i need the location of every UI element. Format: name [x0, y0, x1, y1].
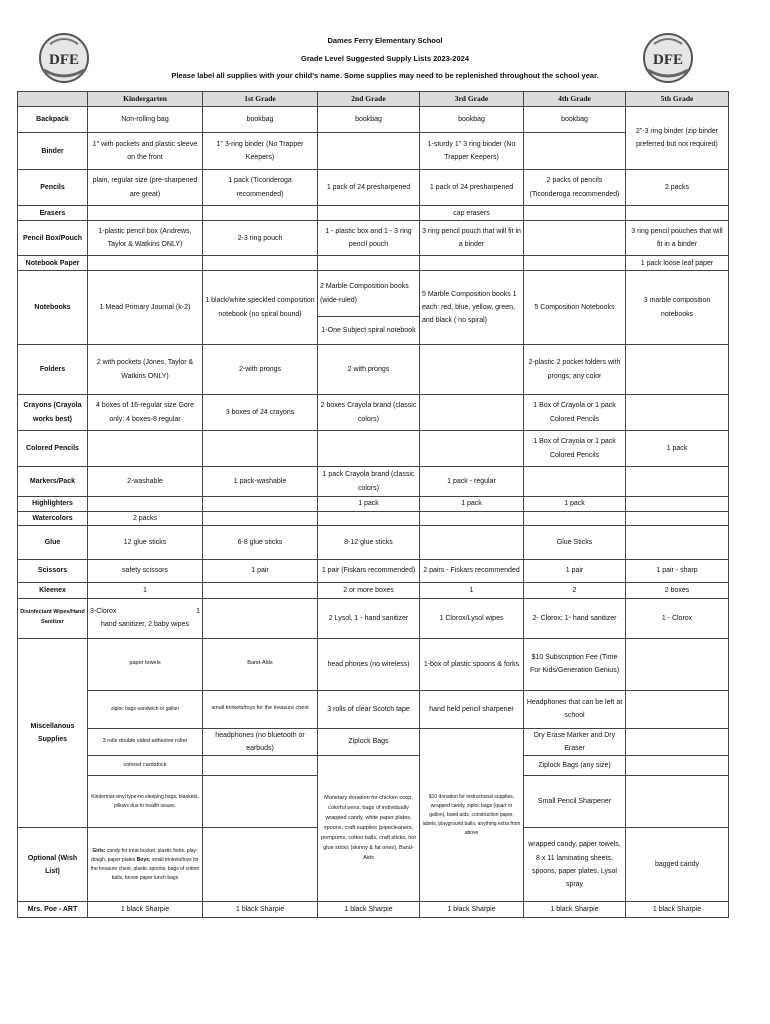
cell — [420, 345, 524, 395]
cell — [626, 395, 729, 431]
row-colored-pencils — [18, 431, 729, 467]
cell: 2 packs — [626, 170, 729, 206]
cell: bookbag — [318, 107, 420, 133]
cell: plain, regular size (pre-sharpened are great) — [88, 170, 203, 206]
row-erasers — [18, 206, 729, 221]
cell: 1" with pockets and plastic sleeve on the front — [88, 133, 203, 170]
cell: cap erasers — [420, 206, 524, 221]
row-label: Optional (Wish List) — [18, 828, 88, 902]
cell: 3 rolls double sided adhesive roller — [88, 728, 203, 756]
cell: 1 pack (Ticonderoga recommended) — [203, 170, 318, 206]
cell: Non-rolling bag — [88, 107, 203, 133]
cell — [203, 598, 318, 638]
supply-table — [17, 91, 729, 918]
row-notebooks — [18, 271, 729, 317]
cell — [420, 395, 524, 431]
row-label: Backpack — [18, 107, 88, 133]
row-kleenex — [18, 582, 729, 598]
cell: 1 pack Crayola brand (classic colors) — [318, 467, 420, 497]
row-label: Pencil Box/Pouch — [18, 221, 88, 256]
cell: 1 black Sharpie — [318, 902, 420, 918]
row-misc-4 — [18, 756, 729, 776]
row-misc-2 — [18, 690, 729, 728]
cell: 3 rolls of clear Scotch tape — [318, 690, 420, 728]
cell — [203, 431, 318, 467]
cell: 2 Marble Composition books (wide-ruled) — [318, 271, 420, 317]
cell: 1 black Sharpie — [203, 902, 318, 918]
row-label: Scissors — [18, 559, 88, 582]
cell — [318, 511, 420, 525]
svg-text:DFE: DFE — [653, 52, 683, 68]
row-label: Mrs. Poe - ART — [18, 902, 88, 918]
cell: Ziplock Bags — [318, 728, 420, 756]
row-notebook-paper — [18, 256, 729, 271]
row-label: Watercolors — [18, 511, 88, 525]
row-misc-1 — [18, 638, 729, 690]
cell: 1 Mead Primary Journal (k-2) — [88, 271, 203, 345]
cell: 2-plastic 2 pocket folders with prongs; any color — [524, 345, 626, 395]
cell: 2 — [524, 582, 626, 598]
cell — [203, 497, 318, 511]
list-title: Grade Level Suggested Supply Lists 2023-2024 — [301, 54, 469, 63]
row-highlighters — [18, 497, 729, 511]
cell — [88, 431, 203, 467]
cell: 1 black/white speckled composition notebook (no spiral bound) — [203, 271, 318, 345]
disinfectant-k-line — [90, 605, 200, 618]
col-grade-1: 1st Grade — [203, 92, 318, 107]
disinfectant-k-a: 3-Clorox — [90, 608, 117, 616]
cell: bookbag — [420, 107, 524, 133]
cell — [524, 256, 626, 271]
cell: 1 black Sharpie — [524, 902, 626, 918]
cell — [203, 776, 318, 828]
cell — [88, 598, 203, 638]
col-grade-3: 3rd Grade — [420, 92, 524, 107]
cell: Dry Erase Marker and Dry Eraser — [524, 728, 626, 756]
cell: Monetary donation for chicken coop, colorful pens, bags of individually wrapped candy, white paper plates, spoons, craft supplies (pipecleaners, pompoms, cotton balls, craft sticks, hot glue sticks (skinny & fat ones), Band-Aids — [318, 756, 420, 902]
cell: Kindermat-vinyl type-no sleeping bags, blankets, pillows due to health issues. — [88, 776, 203, 828]
cell: 2 boxes — [626, 582, 729, 598]
cell: 1 pack of 24 presharpened — [318, 170, 420, 206]
cell — [626, 497, 729, 511]
cell: wrapped candy, paper towels, 8 x 11 laminating sheets, spoons, paper plates, Lysol spray — [524, 828, 626, 902]
cell: 1" 3-ring binder (No Trapper Keepers) — [203, 133, 318, 170]
cell: Small Pencil Sharpener — [524, 776, 626, 828]
row-misc-3 — [18, 728, 729, 756]
cell: 1 pack - regular — [420, 467, 524, 497]
row-label: Notebook Paper — [18, 256, 88, 271]
cell: colored cardstock — [88, 756, 203, 776]
cell: headphones (no bluetooth or earbuds) — [203, 728, 318, 756]
cell: safety scissors — [88, 559, 203, 582]
cell — [420, 431, 524, 467]
cell: 1 — [88, 582, 203, 598]
cell: 1 black Sharpie — [420, 902, 524, 918]
cell: 12 glue sticks — [88, 525, 203, 559]
disinfectant-k-c: hand sanitizer, 2 baby wipes — [101, 621, 189, 629]
row-label: Pencils — [18, 170, 88, 206]
cell: 1 pair — [203, 559, 318, 582]
cell: 1 pack — [626, 431, 729, 467]
cell — [88, 206, 203, 221]
cell — [318, 133, 420, 170]
cell: 2 pairs - Fiskars recommended — [420, 559, 524, 582]
cell: 2 Lysol, 1 - hand sanitizer — [318, 598, 420, 638]
cell: 2 with prongs — [318, 345, 420, 395]
row-label: Folders — [18, 345, 88, 395]
cell — [626, 690, 729, 728]
cell: 1 pack — [524, 497, 626, 511]
cell: 2-washable — [88, 467, 203, 497]
cell — [626, 206, 729, 221]
cell — [626, 467, 729, 497]
cell: $10 donation for instructional supplies, wrapped candy, ziploc bags (quart or gallon), band aids, construction paper, labels, playground balls, anything extra from above — [420, 728, 524, 902]
boys-label: Boys: — [136, 856, 151, 863]
cell: hand held pencil sharpener — [420, 690, 524, 728]
cell: Headphones that can be left at school — [524, 690, 626, 728]
cell: 1-plastic pencil box (Andrews, Taylor & Watkins ONLY) — [88, 221, 203, 256]
row-pencils — [18, 170, 729, 206]
cell — [88, 256, 203, 271]
row-label: Crayons (Crayola works best) — [18, 395, 88, 431]
cell — [88, 497, 203, 511]
row-label: Markers/Pack — [18, 467, 88, 497]
cell: bagged candy — [626, 828, 729, 902]
cell: 1-box of plastic spoons & forks — [420, 638, 524, 690]
cell: 2"-3 ring binder (zip binder preferred but not required) — [626, 107, 729, 170]
svg-text:DFE: DFE — [49, 52, 79, 68]
cell — [420, 511, 524, 525]
row-markers — [18, 467, 729, 497]
cell: 2-3 ring pouch — [203, 221, 318, 256]
cell — [203, 256, 318, 271]
cell: 1 Box of Crayola or 1 pack Colored Pencils — [524, 395, 626, 431]
cell: 3 marble composition notebooks — [626, 271, 729, 345]
row-folders — [18, 345, 729, 395]
row-label: Highlighters — [18, 497, 88, 511]
row-scissors — [18, 559, 729, 582]
row-pencil-box — [18, 221, 729, 256]
cell — [420, 256, 524, 271]
cell: 1 pair (Fiskars recommended) — [318, 559, 420, 582]
cell — [524, 221, 626, 256]
cell: 2 packs of pencils (Ticonderoga recommended) — [524, 170, 626, 206]
cell: 1 - Clorox — [626, 598, 729, 638]
cell: 1 pair — [524, 559, 626, 582]
cell: 1 pack of 24 presharpened — [420, 170, 524, 206]
corner-cell — [18, 92, 88, 107]
row-backpack — [18, 107, 729, 133]
cell: 2 or more boxes — [318, 582, 420, 598]
cell: 3 ring pencil pouch that will fit in a binder — [420, 221, 524, 256]
label-note: Please label all supplies with your child's name. Some supplies may need to be replenished throughout the school year. — [171, 71, 599, 80]
row-binder — [18, 133, 729, 170]
cell — [524, 511, 626, 525]
cell — [203, 582, 318, 598]
row-label: Kleenex — [18, 582, 88, 598]
cell: 5 Marble Composition books 1 each: red, blue, yellow, green, and black ( no spiral) — [420, 271, 524, 345]
row-glue — [18, 525, 729, 559]
cell — [626, 638, 729, 690]
cell — [420, 525, 524, 559]
col-grade-2: 2nd Grade — [318, 92, 420, 107]
cell: 3 ring pencil pouches that will fit in a binder — [626, 221, 729, 256]
cell: 1 black Sharpie — [626, 902, 729, 918]
cell — [626, 525, 729, 559]
cell — [626, 756, 729, 776]
row-watercolors — [18, 511, 729, 525]
header-row — [18, 92, 729, 107]
row-disinfectant — [18, 598, 729, 638]
cell: 1 pack — [318, 497, 420, 511]
row-label: Glue — [18, 525, 88, 559]
cell: ziploc bags-sandwich or gallon — [88, 690, 203, 728]
cell — [203, 756, 318, 776]
cell: 1 pair - sharp — [626, 559, 729, 582]
cell — [203, 206, 318, 221]
cell: 1 pack-washable — [203, 467, 318, 497]
cell: 8-12 glue sticks — [318, 525, 420, 559]
cell: paper towels — [88, 638, 203, 690]
cell: 1 — [420, 582, 524, 598]
cell: 2- Clorox; 1- hand sanitizer — [524, 598, 626, 638]
cell: 1 pack loose leaf paper — [626, 256, 729, 271]
cell: $10 Subscription Fee (Time For Kids/Generation Genius) — [524, 638, 626, 690]
cell: bookbag — [524, 107, 626, 133]
cell — [318, 431, 420, 467]
cell: small trinkets/toys for the treasure chest — [203, 690, 318, 728]
col-grade-5: 5th Grade — [626, 92, 729, 107]
cell — [524, 206, 626, 221]
cell — [626, 728, 729, 756]
cell — [203, 511, 318, 525]
row-label: Disinfectant Wipes/Hand Sanitizer — [18, 598, 88, 638]
cell: 2 packs — [88, 511, 203, 525]
cell: 1 - plastic box and 1 - 3 ring pencil pouch — [318, 221, 420, 256]
cell: 1 pack — [420, 497, 524, 511]
cell: Ziplock Bags (any size) — [524, 756, 626, 776]
row-label: Miscellanous Supplies — [18, 638, 88, 828]
cell: 4 boxes of 16-regular size Gore only: 4 boxes-8 regular — [88, 395, 203, 431]
col-grade-4: 4th Grade — [524, 92, 626, 107]
cell: Glue Sticks — [524, 525, 626, 559]
cell: 1 black Sharpie — [88, 902, 203, 918]
disinfectant-k-b: 1 — [196, 608, 200, 616]
cell — [318, 256, 420, 271]
girls-items: candy for treat bucket, plastic forks, play-dough, paper plates — [91, 847, 198, 863]
cell — [626, 345, 729, 395]
cell: 1 Clorox/Lysol wipes — [420, 598, 524, 638]
cell: 3 boxes of 24 crayons — [203, 395, 318, 431]
cell: 5 Composition Notebooks — [524, 271, 626, 345]
cell — [203, 828, 318, 902]
row-label: Colored Pencils — [18, 431, 88, 467]
cell: 1 Box of Crayola or 1 pack Colored Pencils — [524, 431, 626, 467]
cell: 2-with prongs — [203, 345, 318, 395]
col-kindergarten: Kindergarten — [88, 92, 203, 107]
cell: 2 with pockets (Jones, Taylor & Watkins ONLY) — [88, 345, 203, 395]
row-crayons — [18, 395, 729, 431]
row-art — [18, 902, 729, 918]
cell: 1-sturdy 1" 3 ring binder (No Trapper Keepers) — [420, 133, 524, 170]
row-label: Binder — [18, 133, 88, 170]
cell — [88, 828, 203, 902]
boys-items: small trinkets/toys for the treasure chest, plastic spoons, bags of cotton balls, brown paper lunch bags — [90, 856, 200, 881]
cell — [318, 206, 420, 221]
cell — [626, 511, 729, 525]
girls-label: Girls: — [92, 847, 106, 854]
cell — [524, 133, 626, 170]
cell: 1-One Subject spiral notebook — [318, 317, 420, 345]
row-label: Erasers — [18, 206, 88, 221]
cell: Band-Aids — [203, 638, 318, 690]
cell — [524, 467, 626, 497]
school-name: Dames Ferry Elementary School — [327, 36, 443, 45]
row-label: Notebooks — [18, 271, 88, 345]
cell — [626, 776, 729, 828]
cell: 6-8 glue sticks — [203, 525, 318, 559]
cell: 2 boxes Crayola brand (classic colors) — [318, 395, 420, 431]
cell: bookbag — [203, 107, 318, 133]
cell: head phones (no wireless) — [318, 638, 420, 690]
